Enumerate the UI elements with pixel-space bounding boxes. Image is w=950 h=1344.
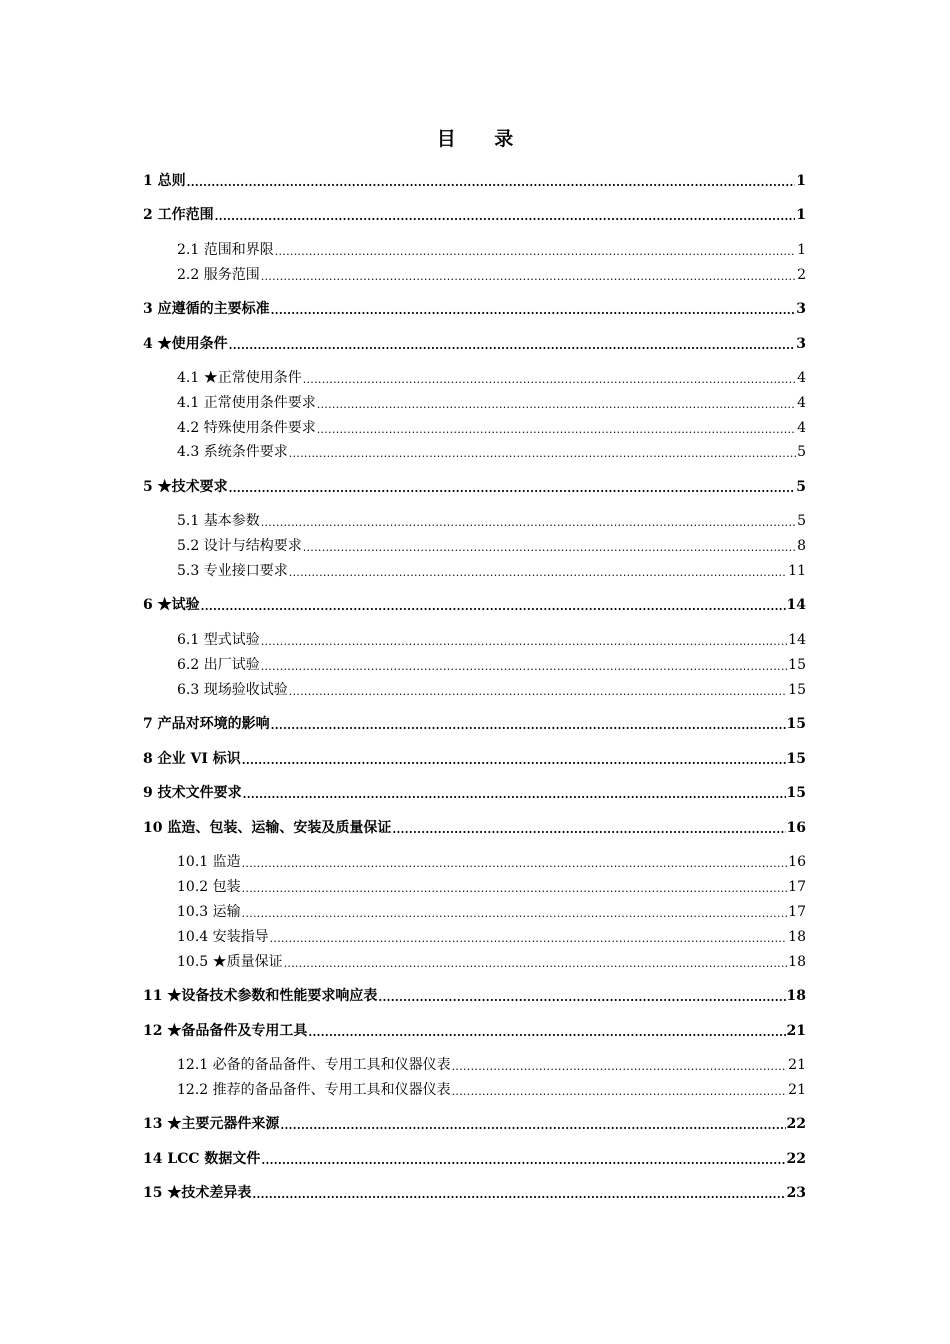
toc-subentry[interactable] [177,560,806,582]
toc-leader-dots [308,1020,785,1042]
toc-leader-dots [261,510,796,532]
toc-page-number: 15 [786,785,806,801]
toc-leader-dots [378,985,785,1007]
toc-subentry[interactable] [177,1054,806,1076]
toc-entry-text: 5 ★技术要求 [143,479,228,495]
toc-subentry[interactable] [177,367,806,389]
toc-entry[interactable] [143,782,806,804]
toc-page-number: 4 [797,420,806,436]
toc-entry[interactable] [143,1113,806,1135]
toc-entry[interactable] [143,594,806,616]
toc-leader-dots [452,1079,788,1101]
toc-page-number: 5 [797,513,806,529]
toc-page-number: 3 [796,301,806,317]
toc-page-number: 18 [786,988,806,1004]
toc-page-number: 22 [786,1116,806,1132]
toc-entry-text: 12.1 必备的备品备件、专用工具和仪器仪表 [177,1057,451,1073]
toc-subentry[interactable] [177,392,806,414]
toc-entry-text: 3 应遵循的主要标准 [143,301,270,317]
toc-entry[interactable] [143,985,806,1007]
toc-page-number: 16 [788,854,806,870]
toc-subentry[interactable] [177,876,806,898]
toc-leader-dots [317,417,796,439]
toc-leader-dots [289,679,787,701]
toc-page-number: 11 [788,563,806,579]
toc-leader-dots [242,851,788,873]
toc-entry-text: 5.3 专业接口要求 [177,563,288,579]
toc-entry[interactable] [143,713,806,735]
toc-subentry[interactable] [177,679,806,701]
toc-entry[interactable] [143,333,806,355]
toc-page-number: 8 [797,538,806,554]
toc-page-number: 22 [786,1151,806,1167]
toc-leader-dots [271,298,796,320]
toc-entry[interactable] [143,170,806,192]
toc-leader-dots [215,204,796,226]
toc-leader-dots [242,901,788,923]
toc-leader-dots [261,1148,785,1170]
toc-entry-text: 2.2 服务范围 [177,267,260,283]
toc-entry-text: 12.2 推荐的备品备件、专用工具和仪器仪表 [177,1082,451,1098]
toc-entry-text: 5.1 基本参数 [177,513,260,529]
toc-page-number: 21 [786,1023,806,1039]
toc-subentry[interactable] [177,901,806,923]
toc-entry[interactable] [143,817,806,839]
toc-leader-dots [261,629,787,651]
toc-leader-dots [284,951,788,973]
toc-entry-text: 15 ★技术差异表 [143,1185,252,1201]
toc-leader-dots [452,1054,788,1076]
toc-entry-text: 4 ★使用条件 [143,336,228,352]
toc-leader-dots [289,560,787,582]
toc-entry[interactable] [143,1182,806,1204]
toc-leader-dots [317,392,796,414]
toc-entry-text: 6.3 现场验收试验 [177,682,288,698]
toc-leader-dots [243,782,786,804]
toc-page-number: 4 [797,395,806,411]
toc-subentry[interactable] [177,926,806,948]
toc-page-number: 2 [797,267,806,283]
toc-entry[interactable] [143,204,806,226]
toc-entry-text: 12 ★备品备件及专用工具 [143,1023,308,1039]
toc-page-number: 4 [797,370,806,386]
toc-entry-text: 10.3 运输 [177,904,241,920]
toc-leader-dots [261,654,787,676]
toc-page-number: 1 [796,173,806,189]
toc-entry-text: 4.3 系统条件要求 [177,444,288,460]
toc-entry-text: 10.4 安装指导 [177,929,269,945]
toc-subentry[interactable] [177,510,806,532]
toc-leader-dots [187,170,796,192]
toc-subentry[interactable] [177,629,806,651]
toc-entry-text: 10.1 监造 [177,854,241,870]
toc-entry-text: 2.1 范围和界限 [177,242,274,258]
toc-page-number: 15 [788,657,806,673]
toc-page-number: 1 [796,207,806,223]
toc-leader-dots [252,1182,785,1204]
toc-page-number: 16 [786,820,806,836]
toc-entry-text: 4.2 特殊使用条件要求 [177,420,316,436]
toc-subentry[interactable] [177,441,806,463]
toc-page-number: 18 [788,954,806,970]
toc-leader-dots [229,333,796,355]
toc-page-number: 17 [788,904,806,920]
toc-subentry[interactable] [177,417,806,439]
toc-entry[interactable] [143,748,806,770]
toc-leader-dots [280,1113,785,1135]
toc-page-number: 14 [788,632,806,648]
toc-page-number: 23 [786,1185,806,1201]
toc-subentry[interactable] [177,239,806,261]
toc-subentry[interactable] [177,951,806,973]
toc-page-number: 18 [788,929,806,945]
toc-entry-text: 5.2 设计与结构要求 [177,538,302,554]
toc-entry[interactable] [143,476,806,498]
toc-page-number: 14 [786,597,806,613]
toc-entry-text: 10.2 包装 [177,879,241,895]
toc-page-number: 1 [797,242,806,258]
toc-entry-text: 10.5 ★质量保证 [177,954,283,970]
toc-entry-text: 4.1 ★正常使用条件 [177,370,302,386]
toc-leader-dots [271,713,786,735]
toc-entry-text: 2 工作范围 [143,207,214,223]
toc-leader-dots [270,926,788,948]
toc-subentry[interactable] [177,535,806,557]
toc-entry[interactable] [143,1148,806,1170]
toc-entry-text: 10 监造、包装、运输、安装及质量保证 [143,820,392,836]
toc-subentry[interactable] [177,654,806,676]
toc-entry[interactable] [143,298,806,320]
toc-subentry[interactable] [177,1079,806,1101]
toc-leader-dots [229,476,796,498]
toc-entry-text: 13 ★主要元器件来源 [143,1116,280,1132]
toc-entry-text: 11 ★设备技术参数和性能要求响应表 [143,988,378,1004]
toc-entry-text: 14 LCC 数据文件 [143,1151,261,1167]
toc-leader-dots [242,748,786,770]
toc-leader-dots [275,239,796,261]
toc-entry-text: 6.1 型式试验 [177,632,260,648]
toc-leader-dots [289,441,796,463]
toc-leader-dots [242,876,788,898]
toc-page-number: 21 [788,1057,806,1073]
toc-entry-text: 6.2 出厂试验 [177,657,260,673]
toc-page-number: 17 [788,879,806,895]
toc-page-number: 15 [786,716,806,732]
toc-subentry[interactable] [177,264,806,286]
toc-entry-text: 1 总则 [143,173,186,189]
toc-leader-dots [261,264,796,286]
toc-subentry[interactable] [177,851,806,873]
toc-entry-text: 8 企业 VI 标识 [143,751,241,767]
toc-entry-text: 7 产品对环境的影响 [143,716,270,732]
toc-entry-text: 6 ★试验 [143,597,200,613]
toc-page-number: 3 [796,336,806,352]
toc-page-number: 15 [786,751,806,767]
toc-entry-text: 4.1 正常使用条件要求 [177,395,316,411]
toc-leader-dots [303,535,796,557]
toc-page-number: 5 [797,444,806,460]
toc-page-number: 21 [788,1082,806,1098]
toc-entry[interactable] [143,1020,806,1042]
toc-title: 目 录 [436,128,530,150]
toc-leader-dots [303,367,796,389]
toc-leader-dots [201,594,786,616]
toc-leader-dots [392,817,785,839]
toc-page-number: 15 [788,682,806,698]
toc-page-number: 5 [796,479,806,495]
toc-entry-text: 9 技术文件要求 [143,785,242,801]
